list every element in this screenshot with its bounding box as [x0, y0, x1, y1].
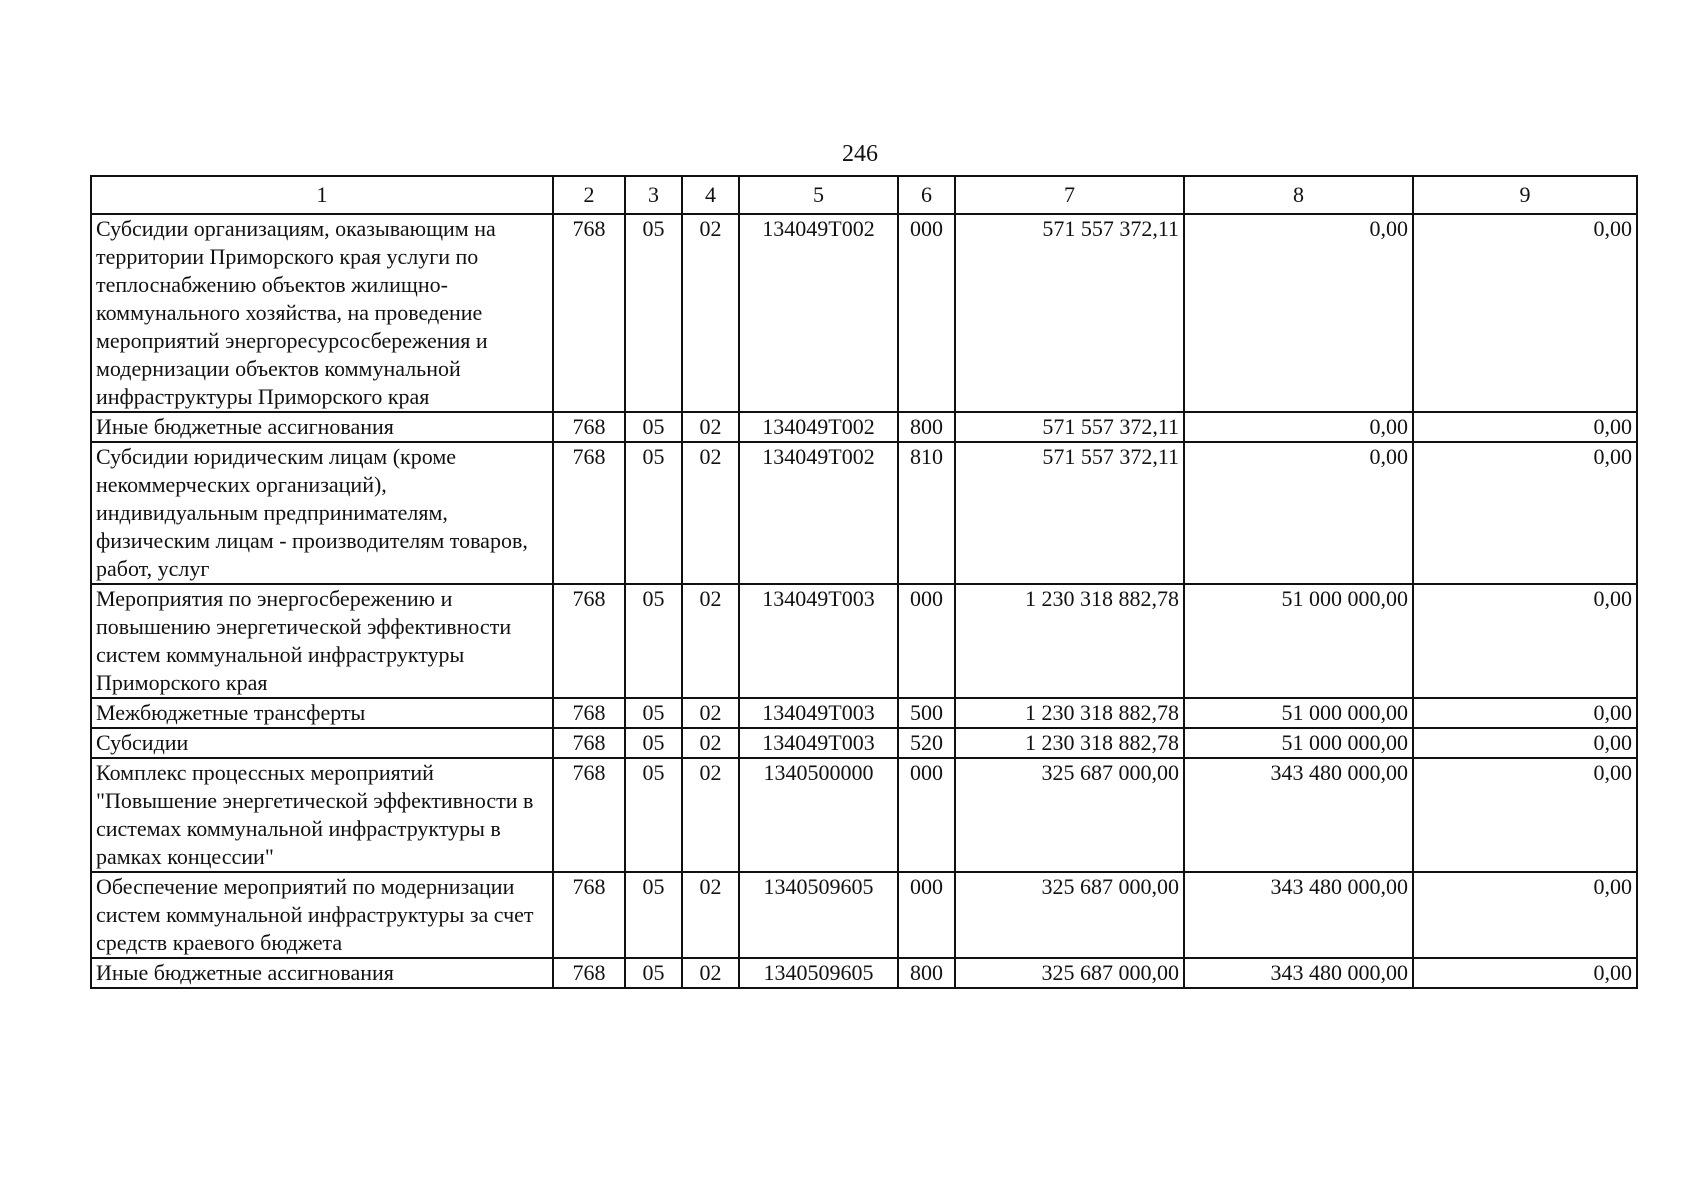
ministry-code: 768	[553, 442, 625, 584]
section-code: 05	[625, 958, 682, 988]
table-row	[91, 412, 1637, 442]
amount-col8: 51 000 000,00	[1184, 728, 1413, 758]
target-article-code: 134049T002	[739, 214, 898, 412]
subsection-code: 02	[682, 412, 739, 442]
row-name: Комплекс процессных мероприятий "Повышение энергетической эффективности в системах коммунальной инфраструктуры в рамках концессии"	[91, 758, 553, 872]
expense-type-code: 000	[898, 872, 955, 958]
amount-col7: 325 687 000,00	[955, 758, 1184, 872]
amount-col7: 325 687 000,00	[955, 872, 1184, 958]
subsection-code: 02	[682, 442, 739, 584]
section-code: 05	[625, 584, 682, 698]
amount-col9: 0,00	[1413, 442, 1637, 584]
column-header: 6	[898, 176, 955, 214]
ministry-code: 768	[553, 214, 625, 412]
row-name: Иные бюджетные ассигнования	[91, 958, 553, 988]
amount-col7: 1 230 318 882,78	[955, 728, 1184, 758]
row-name: Мероприятия по энергосбережению и повышению энергетической эффективности систем коммунальной инфраструктуры Приморского края	[91, 584, 553, 698]
amount-col8: 51 000 000,00	[1184, 698, 1413, 728]
amount-col8: 0,00	[1184, 442, 1413, 584]
section-code: 05	[625, 214, 682, 412]
expense-type-code: 810	[898, 442, 955, 584]
expense-type-code: 520	[898, 728, 955, 758]
amount-col7: 325 687 000,00	[955, 958, 1184, 988]
table-row	[91, 698, 1637, 728]
column-header: 1	[91, 176, 553, 214]
amount-col8: 0,00	[1184, 412, 1413, 442]
section-code: 05	[625, 728, 682, 758]
amount-col7: 1 230 318 882,78	[955, 698, 1184, 728]
column-header: 9	[1413, 176, 1637, 214]
expense-type-code: 500	[898, 698, 955, 728]
ministry-code: 768	[553, 958, 625, 988]
target-article-code: 1340509605	[739, 872, 898, 958]
ministry-code: 768	[553, 698, 625, 728]
amount-col7: 1 230 318 882,78	[955, 584, 1184, 698]
ministry-code: 768	[553, 758, 625, 872]
amount-col7: 571 557 372,11	[955, 442, 1184, 584]
table-row	[91, 728, 1637, 758]
target-article-code: 134049T002	[739, 412, 898, 442]
column-header: 8	[1184, 176, 1413, 214]
column-header: 5	[739, 176, 898, 214]
expense-type-code: 800	[898, 958, 955, 988]
ministry-code: 768	[553, 728, 625, 758]
amount-col7: 571 557 372,11	[955, 412, 1184, 442]
table-row	[91, 958, 1637, 988]
row-name: Субсидии юридическим лицам (кроме некоммерческих организаций), индивидуальным предпринимателям, физическим лицам - производителям товаров, работ, услуг	[91, 442, 553, 584]
ministry-code: 768	[553, 584, 625, 698]
ministry-code: 768	[553, 872, 625, 958]
section-code: 05	[625, 698, 682, 728]
table-row	[91, 872, 1637, 958]
table-row	[91, 758, 1637, 872]
amount-col8: 343 480 000,00	[1184, 758, 1413, 872]
amount-col7: 571 557 372,11	[955, 214, 1184, 412]
row-name: Межбюджетные трансферты	[91, 698, 553, 728]
expense-type-code: 000	[898, 758, 955, 872]
amount-col8: 51 000 000,00	[1184, 584, 1413, 698]
page-number: 246	[842, 141, 878, 167]
subsection-code: 02	[682, 584, 739, 698]
amount-col9: 0,00	[1413, 584, 1637, 698]
ministry-code: 768	[553, 412, 625, 442]
amount-col8: 0,00	[1184, 214, 1413, 412]
amount-col9: 0,00	[1413, 958, 1637, 988]
amount-col9: 0,00	[1413, 412, 1637, 442]
subsection-code: 02	[682, 214, 739, 412]
subsection-code: 02	[682, 872, 739, 958]
expense-type-code: 000	[898, 214, 955, 412]
column-number-row	[91, 176, 1637, 214]
expense-type-code: 000	[898, 584, 955, 698]
section-code: 05	[625, 442, 682, 584]
target-article-code: 134049T003	[739, 728, 898, 758]
row-name: Иные бюджетные ассигнования	[91, 412, 553, 442]
amount-col9: 0,00	[1413, 728, 1637, 758]
section-code: 05	[625, 412, 682, 442]
column-header: 7	[955, 176, 1184, 214]
column-header: 3	[625, 176, 682, 214]
section-code: 05	[625, 758, 682, 872]
column-header: 4	[682, 176, 739, 214]
amount-col8: 343 480 000,00	[1184, 958, 1413, 988]
target-article-code: 134049T003	[739, 698, 898, 728]
row-name: Субсидии организациям, оказывающим на территории Приморского края услуги по теплоснабжению объектов жилищно-коммунального хозяйства, на проведение мероприятий энергоресурсосбережения и модернизации объектов коммунальной инфраструктуры Приморского края	[91, 214, 553, 412]
subsection-code: 02	[682, 958, 739, 988]
amount-col9: 0,00	[1413, 758, 1637, 872]
section-code: 05	[625, 872, 682, 958]
subsection-code: 02	[682, 698, 739, 728]
row-name: Субсидии	[91, 728, 553, 758]
budget-table	[90, 175, 1638, 989]
target-article-code: 1340500000	[739, 758, 898, 872]
amount-col9: 0,00	[1413, 214, 1637, 412]
amount-col9: 0,00	[1413, 872, 1637, 958]
column-header: 2	[553, 176, 625, 214]
target-article-code: 1340509605	[739, 958, 898, 988]
target-article-code: 134049T003	[739, 584, 898, 698]
table-row	[91, 214, 1637, 412]
subsection-code: 02	[682, 728, 739, 758]
expense-type-code: 800	[898, 412, 955, 442]
table-row	[91, 442, 1637, 584]
table-row	[91, 584, 1637, 698]
target-article-code: 134049T002	[739, 442, 898, 584]
row-name: Обеспечение мероприятий по модернизации систем коммунальной инфраструктуры за счет средств краевого бюджета	[91, 872, 553, 958]
amount-col9: 0,00	[1413, 698, 1637, 728]
amount-col8: 343 480 000,00	[1184, 872, 1413, 958]
subsection-code: 02	[682, 758, 739, 872]
